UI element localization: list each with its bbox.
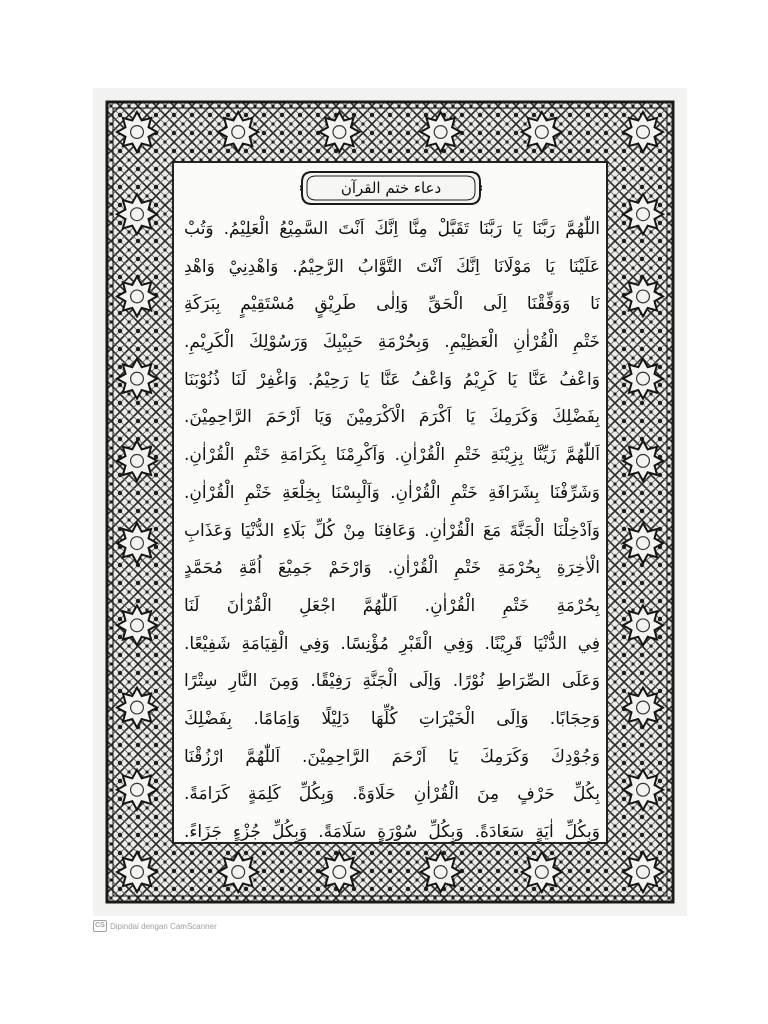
border-star-ornament [117,770,157,810]
prayer-line: وَاَدْخِلْنَا الْجَنَّةَ مَعَ الْقُرْاٰنِ. وَعَافِنَا مِنْ كُلِّ بَلَاءِ الدُّنْيَا وَعَذَابِ [184,520,600,541]
border-star-ornament [522,112,562,152]
prayer-line: وَعَلَى الصِّرَاطِ نُوْرًا. وَاِلَى الْجَنَّةِ رَفِيْقًا. وَمِنَ النَّارِ سِتْرًا [184,671,600,692]
border-star-ornament [623,112,663,152]
prayer-line: عَلَيْنَا يَا مَوْلَانَا اِنَّكَ اَنْتَ التَّوَّابُ الرَّحِيْمُ. وَاهْدِنِيْ وَاهْدِ [184,256,600,277]
border-star-ornament [117,605,157,645]
border-star-ornament [623,441,663,481]
border-star-ornament [117,112,157,152]
scanner-watermark [93,919,217,933]
prayer-line: اللّٰهُمَّ رَبَّنَا يَا رَبَّنَا تَقَبَّلْ مِنَّا اِنَّكَ اَنْتَ السَّمِيْعُ الْعَلِيْمُ. وَتُبْ [184,219,600,239]
border-star-ornament [522,852,562,892]
border-star-ornament [623,276,663,316]
border-star-ornament [218,112,258,152]
prayer-line: بِحُرْمَةِ خَتْمِ الْقُرْاٰنِ. اَللّٰهُمَّ اجْعَلِ الْقُرْاٰنَ لَنَا [184,595,600,616]
watermark-text: Dipindai dengan CamScanner [110,921,217,931]
border-star-ornament [218,852,258,892]
title-cartouche [300,170,482,206]
prayer-line: وَبِكُلِّ اٰيَةٍ سَعَادَةً. وَبِكُلِّ سُوْرَةٍ سَلَامَةً. وَبِكُلِّ جُزْءٍ جَزَاءً. [184,822,600,842]
prayer-line: الْاٰخِرَةِ بِحُرْمَةِ خَتْمِ الْقُرْاٰنِ. وَارْحَمْ جَمِيْعَ اُمَّةِ مُحَمَّدٍ [184,558,600,579]
border-star-ornament [623,770,663,810]
prayer-line: وَجُوْدِكَ وَكَرَمِكَ يَا اَرْحَمَ الرَّاحِمِيْنَ. اَللّٰهُمَّ ارْزُقْنَا [184,746,600,767]
border-star-ornament [623,852,663,892]
border-star-ornament [421,112,461,152]
prayer-text [184,211,600,852]
prayer-line: اَللّٰهُمَّ زَيِّنَّا بِزِيْنَةِ خَتْمِ الْقُرْاٰنِ. وَاَكْرِمْنَا بِكَرَامَةِ خَتْمِ الْقُرْاٰنِ. [184,445,600,466]
border-star-ornament [319,112,359,152]
prayer-line: بِفَضْلِكَ وَكَرَمِكَ يَا اَكْرَمَ الْاَكْرَمِيْنَ وَيَا اَرْحَمَ الرَّاحِمِيْنَ. [184,407,600,428]
border-star-ornament [117,852,157,892]
prayer-panel [172,161,608,844]
prayer-line: بِكُلِّ حَرْفٍ مِنَ الْقُرْاٰنِ حَلَاوَةً. وَبِكُلِّ كَلِمَةٍ كَرَامَةً. [184,784,600,805]
scanned-page [93,88,687,916]
border-star-ornament [117,359,157,399]
border-star-ornament [117,194,157,234]
camscanner-logo-icon: CS [93,920,107,932]
border-star-ornament [117,441,157,481]
border-star-ornament [319,852,359,892]
border-star-ornament [117,688,157,728]
border-star-ornament [421,852,461,892]
prayer-line: وَشَرِّفْنَا بِشَرَافَةِ خَتْمِ الْقُرْاٰنِ. وَاَلْبِسْنَا بِخِلْعَةِ خَتْمِ الْقُرْاٰنِ. [184,482,600,503]
border-star-ornament [117,276,157,316]
border-star-ornament [623,359,663,399]
border-star-ornament [117,523,157,563]
prayer-line: وَاعْفُ عَنَّا يَا كَرِيْمُ وَاعْفُ عَنَّا يَا رَحِيْمُ. وَاغْفِرْ لَنَا ذُنُوْبَنَا [184,369,600,390]
border-star-ornament [623,194,663,234]
prayer-line: وَحِجَابًا. وَاِلَى الْخَيْرَاتِ كُلِّهَا دَلِيْلًا وَاِمَامًا. بِفَضْلِكَ [184,708,600,729]
border-star-ornament [623,688,663,728]
prayer-line: نَا وَوَفِّقْنَا اِلَى الْحَقِّ وَاِلٰى طَرِيْقٍ مُسْتَقِيْمٍ بِبَرَكَةِ [184,294,600,315]
border-star-ornament [623,523,663,563]
page-title: دعاء ختم القرآن [340,179,442,197]
prayer-line: خَتْمِ الْقُرْاٰنِ الْعَظِيْمِ. وَبِحُرْمَةِ حَبِيْبِكَ وَرَسُوْلِكَ الْكَرِيْمِ. [184,332,600,353]
border-star-ornament [623,605,663,645]
prayer-line: فِي الدُّنْيَا قَرِيْنًا. وَفِي الْقَبْرِ مُؤْنِسًا. وَفِي الْقِيَامَةِ شَفِيْعًا. [184,633,600,654]
